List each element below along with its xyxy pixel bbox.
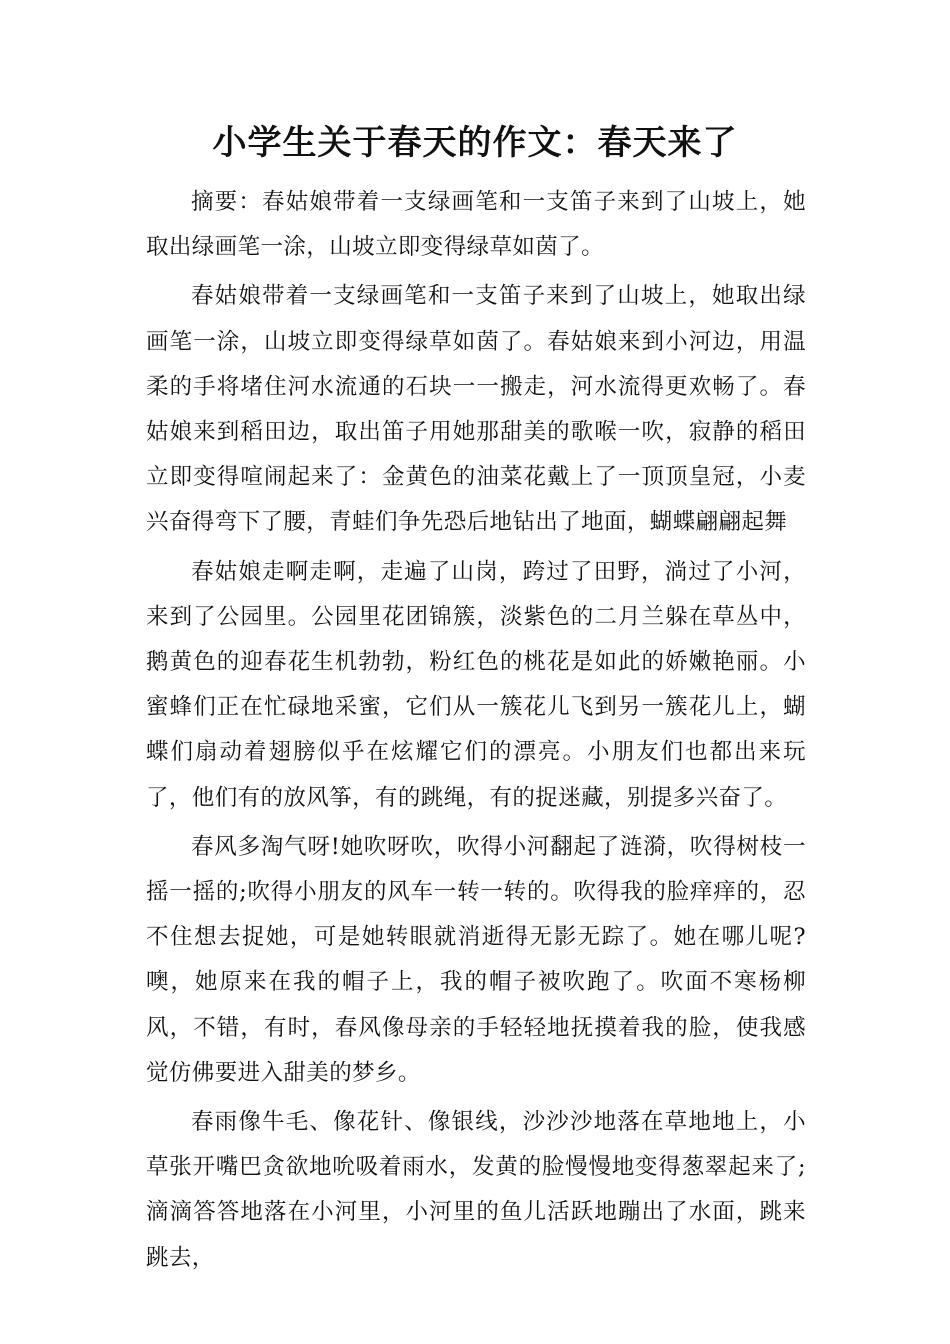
- document-body: [146, 180, 806, 1285]
- body-paragraph: 春姑娘走啊走啊，走遍了山岗，跨过了田野，淌过了小河，来到了公园里。公园里花团锦簇，淡紫色的二月兰躲在草丛中，鹅黄色的迎春花生机勃勃，粉红色的桃花是如此的娇嫩艳丽。小蜜蜂们正在忙碌地采蜜，它们从一簇花儿飞到另一簇花儿上，蝴蝶们扇动着翅膀似乎在炫耀它们的漂亮。小朋友们也都出来玩了，他们有的放风筝，有的跳绳，有的捉迷藏，别提多兴奋了。: [146, 558, 806, 811]
- abstract-paragraph: 摘要：春姑娘带着一支绿画笔和一支笛子来到了山坡上，她取出绿画笔一涂，山坡立即变得绿草如茵了。: [146, 189, 806, 261]
- document-title: 小学生关于春天的作文：春天来了: [212, 123, 738, 163]
- body-paragraph: 春风多淘气呀!她吹呀吹，吹得小河翻起了涟漪，吹得树枝一摇一摇的;吹得小朋友的风车一转一转的。吹得我的脸痒痒的，忍不住想去捉她，可是她转眼就消逝得无影无踪了。她在哪儿呢?噢，她原来在我的帽子上，我的帽子被吹跑了。吹面不寒杨柳风，不错，有时，春风像母亲的手轻轻地抚摸着我的脸，使我感觉仿佛要进入甜美的梦乡。: [146, 833, 806, 1086]
- body-paragraph: 春雨像牛毛、像花针、像银线，沙沙沙地落在草地地上，小草张开嘴巴贪欲地吮吸着雨水，发黄的脸慢慢地变得葱翠起来了;滴滴答答地落在小河里，小河里的鱼儿活跃地蹦出了水面，跳来跳去，: [146, 1109, 806, 1271]
- body-paragraph: 春姑娘带着一支绿画笔和一支笛子来到了山坡上，她取出绿画笔一涂，山坡立即变得绿草如茵了。春姑娘来到小河边，用温柔的手将堵住河水流通的石块一一搬走，河水流得更欢畅了。春姑娘来到稻田边，取出笛子用她那甜美的歌喉一吹，寂静的稻田立即变得喧闹起来了：金黄色的油菜花戴上了一顶顶皇冠，小麦兴奋得弯下了腰，青蛙们争先恐后地钻出了地面，蝴蝶翩翩起舞: [146, 283, 806, 536]
